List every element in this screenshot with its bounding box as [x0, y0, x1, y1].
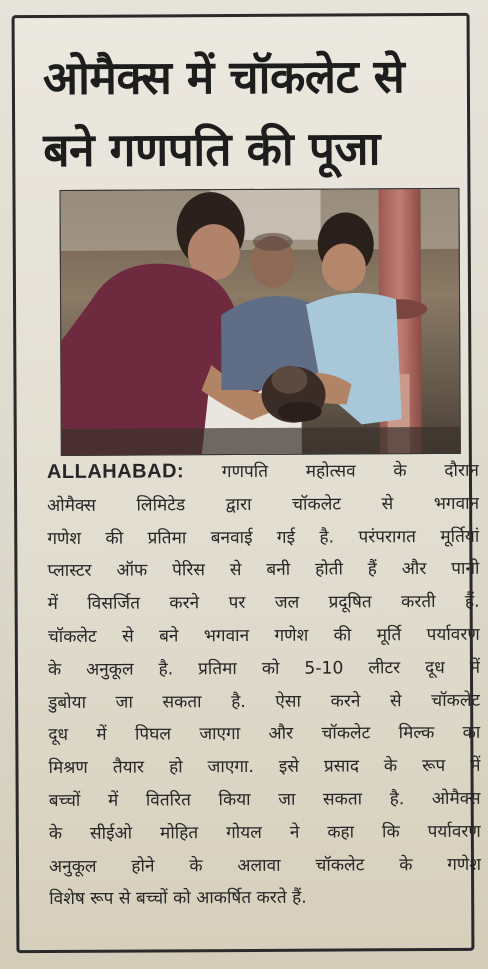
body-line: चॉकलेट से बने भगवान गणेश की मूर्ति पर्यावरण — [47, 624, 480, 648]
body-line: में विसर्जित करने पर जल प्रदूषित करती हैं. — [47, 591, 480, 615]
body-line: डुबोया जा सकता है. ऐसा करने से चॉकलेट — [48, 690, 481, 713]
headline-line-1: ओमैक्स में चॉकलेट से — [42, 49, 405, 106]
body-line: गणेश की प्रतिमा बनवाई गई है. परंपरागत मूर्तियां — [47, 526, 480, 549]
article-body — [47, 454, 481, 916]
headline-line-2: बने गणपति की पूजा — [43, 121, 381, 178]
body-line: गणपति महोत्सव के दौरान — [221, 460, 479, 483]
body-line: अनुकूल होने के अलावा चॉकलेट के गणेश — [48, 854, 482, 877]
body-line: के सीईओ मोहित गोयल ने कहा कि पर्यावरण — [48, 821, 481, 844]
body-line: के अनुकूल है. प्रतिमा को 5-10 लीटर दूध में — [47, 657, 481, 680]
photo-illustration — [60, 189, 459, 455]
body-line: ओमैक्स लिमिटेड द्वारा चॉकलेट से भगवान — [47, 493, 480, 516]
news-photo — [59, 188, 460, 456]
body-line-last: विशेष रूप से बच्चों को आकर्षित करते हैं. — [49, 888, 307, 910]
body-line: मिश्रण तैयार हो जाएगा. इसे प्रसाद के रूप में — [48, 755, 481, 779]
body-line-first — [47, 454, 479, 490]
body-line: प्लास्टर ऑफ पेरिस से बनी होती हैं और पानी — [47, 559, 480, 582]
headline — [43, 40, 474, 186]
body-line: बच्चों में वितरित किया जा सकता है. ओमैक्स — [48, 788, 481, 811]
body-line: दूध में पिघल जाएगा और चॉकलेट मिल्क का — [48, 723, 481, 746]
dateline: ALLAHABAD: — [46, 460, 185, 484]
newspaper-clipping — [12, 13, 482, 953]
